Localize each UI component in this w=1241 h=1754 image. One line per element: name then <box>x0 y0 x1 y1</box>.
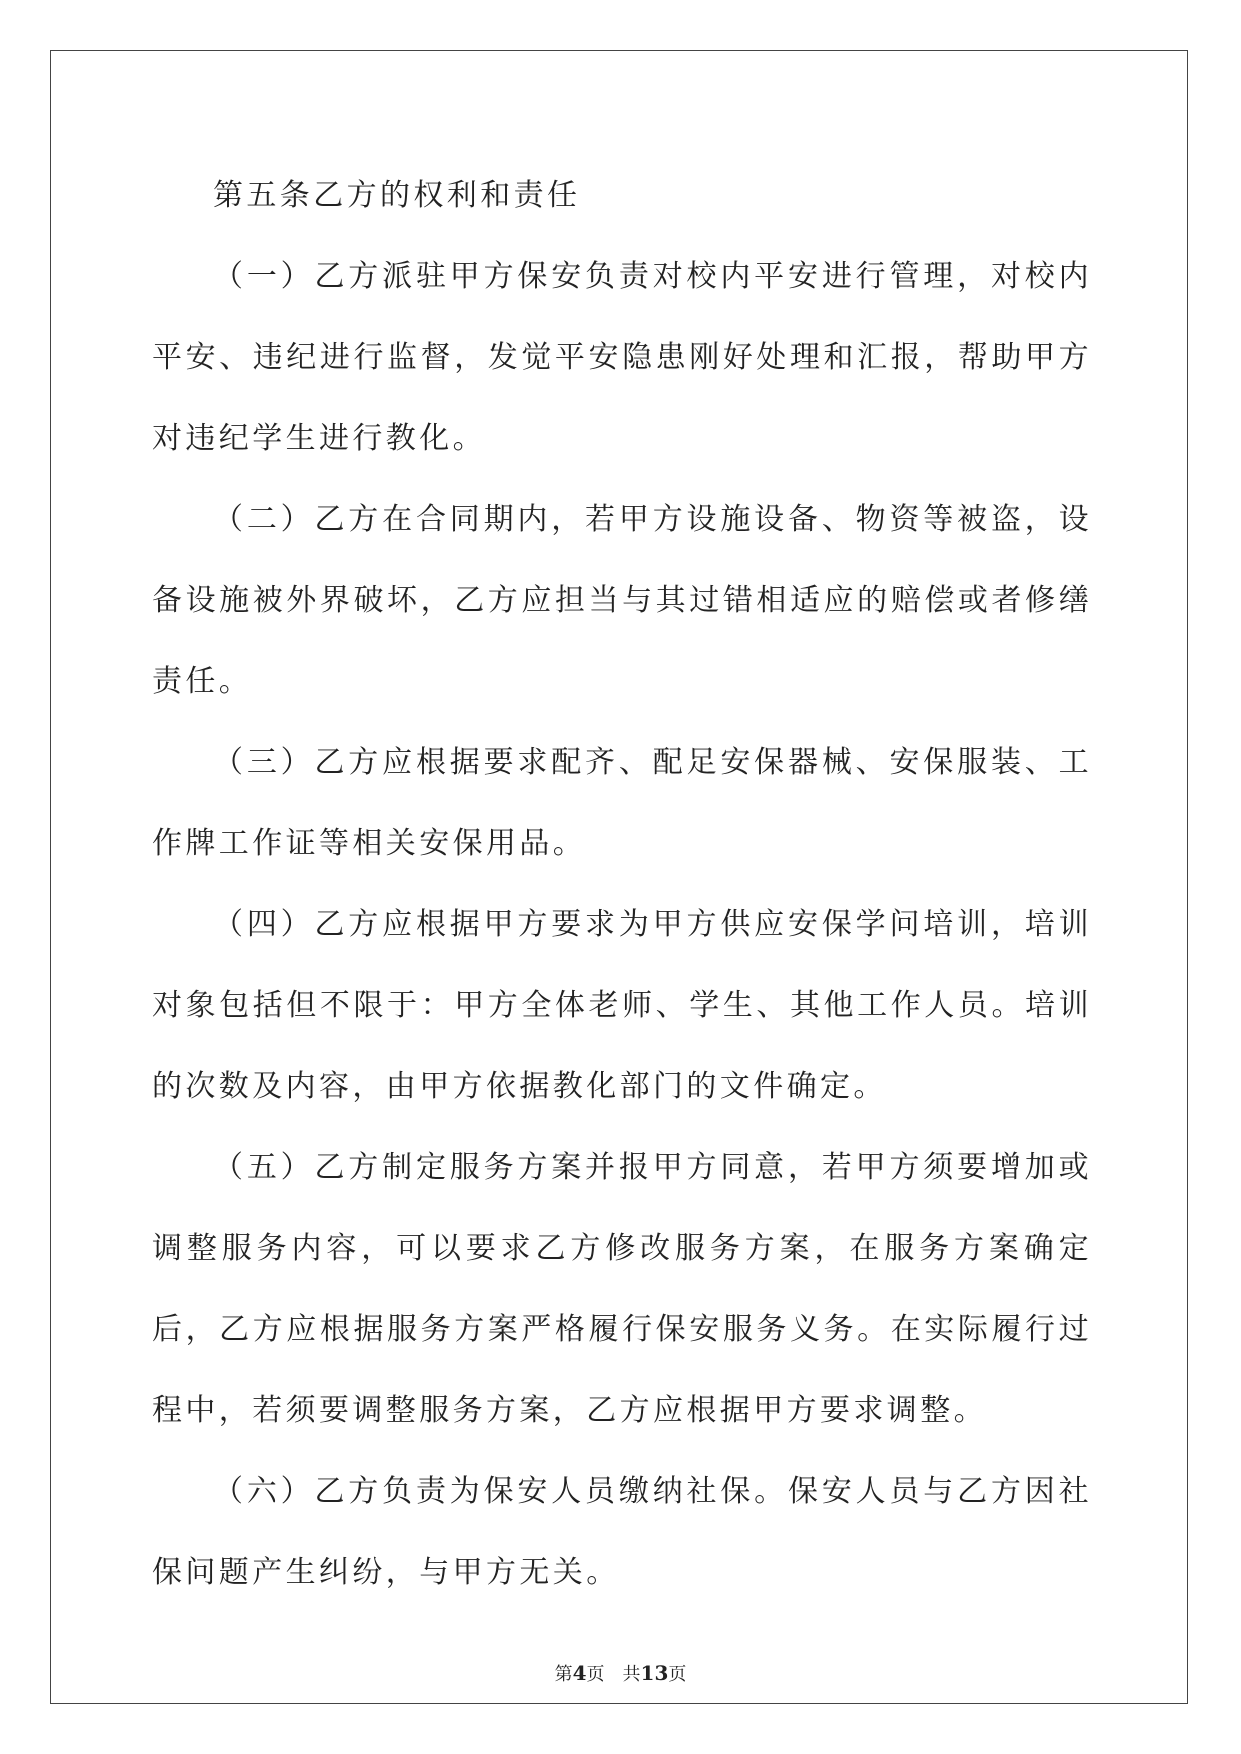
document-body <box>152 155 1092 1613</box>
total-prefix: 共 <box>622 1664 641 1685</box>
paragraph: （二）乙方在合同期内，若甲方设施设备、物资等被盗，设备设施被外界破坏，乙方应担当与其过错相适应的赔偿或者修缮责任。 <box>152 502 1092 699</box>
paragraph: （六）乙方负责为保安人员缴纳社保。保安人员与乙方因社保问题产生纠纷，与甲方无关。 <box>152 1474 1092 1590</box>
paragraph: （一）乙方派驻甲方保安负责对校内平安进行管理，对校内平安、违纪进行监督，发觉平安隐患刚好处理和汇报，帮助甲方对违纪学生进行教化。 <box>152 259 1092 456</box>
total-suffix: 页 <box>668 1664 687 1685</box>
page-prefix: 第 <box>554 1664 573 1685</box>
total-pages: 13 <box>640 1661 669 1685</box>
section-heading: 第五条乙方的权利和责任 <box>213 178 581 213</box>
paragraph: （四）乙方应根据甲方要求为甲方供应安保学问培训，培训对象包括但不限于：甲方全体老师、学生、其他工作人员。培训的次数及内容，由甲方依据教化部门的文件确定。 <box>152 907 1092 1104</box>
page-number: 4 <box>572 1661 587 1685</box>
paragraph: （三）乙方应根据要求配齐、配足安保器械、安保服装、工作牌工作证等相关安保用品。 <box>152 745 1092 861</box>
page-footer <box>0 1660 1241 1686</box>
page-suffix: 页 <box>586 1664 605 1685</box>
paragraph: （五）乙方制定服务方案并报甲方同意，若甲方须要增加或调整服务内容，可以要求乙方修改服务方案，在服务方案确定后，乙方应根据服务方案严格履行保安服务义务。在实际履行过程中，若须要调整服务方案，乙方应根据甲方要求调整。 <box>152 1150 1092 1428</box>
